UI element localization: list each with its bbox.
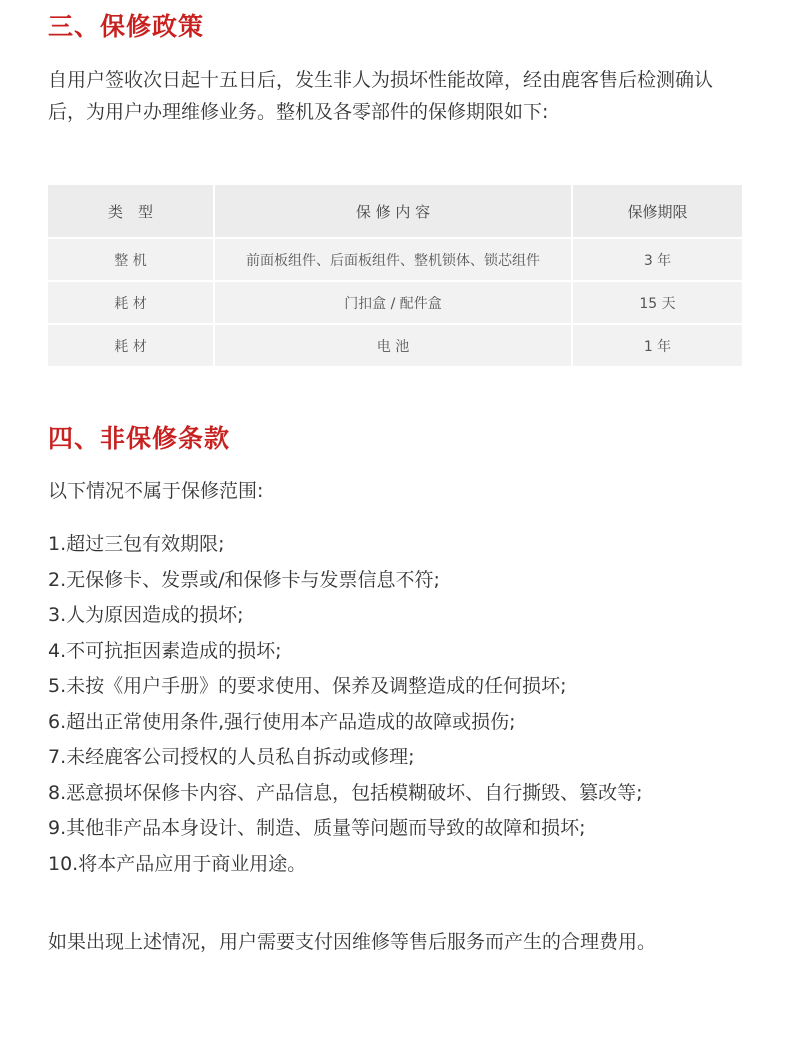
non-warranty-intro: 以下情况不属于保修范围: [48,480,264,502]
cell-content: 电 池 [213,325,571,368]
list-item: 2.无保修卡、发票或/和保修卡与发票信息不符; [48,568,440,591]
list-item: 10.将本产品应用于商业用途。 [48,852,307,875]
table-row [48,239,742,282]
section-title-warranty-policy: 三、保修政策 [48,12,205,41]
cell-type: 耗 材 [48,325,213,368]
cell-type: 整 机 [48,239,213,282]
cell-type: 耗 材 [48,282,213,325]
closing-paragraph: 如果出现上述情况，用户需要支付因维修等售后服务而产生的合理费用。 [48,931,657,953]
warranty-period-table [48,185,742,368]
list-item: 9.其他非产品本身设计、制造、质量等问题而导致的故障和损坏; [48,817,586,839]
warranty-policy-paragraph: 自用户签收次日起十五日后，发生非人为损坏性能故障，经由鹿客售后检测确认后，为用户办理维修业务。整机及各零部件的保修期限如下: [48,69,714,123]
cell-content: 门扣盒 / 配件盒 [213,282,571,325]
header-period: 保修期限 [571,185,742,239]
cell-period: 15 天 [571,282,742,325]
exclusion-list [48,527,748,882]
table-row [48,282,742,325]
header-type: 类 型 [48,185,213,239]
table-header-row [48,185,742,239]
list-item: 6.超出正常使用条件,强行使用本产品造成的故障或损伤; [48,710,516,733]
section-title-non-warranty-terms: 四、非保修条款 [48,424,231,453]
list-item: 1.超过三包有效期限; [48,533,225,555]
list-item: 7.未经鹿客公司授权的人员私自拆动或修理; [48,746,415,768]
list-item: 3.人为原因造成的损坏; [48,604,244,626]
header-content: 保 修 内 容 [213,185,571,239]
cell-period: 1 年 [571,325,742,368]
list-item: 8.恶意损坏保修卡内容、产品信息，包括模糊破坏、自行撕毁、篡改等; [48,781,643,804]
list-item: 5.未按《用户手册》的要求使用、保养及调整造成的任何损坏; [48,675,567,697]
cell-period: 3 年 [571,239,742,282]
cell-content: 前面板组件、后面板组件、整机锁体、锁芯组件 [213,239,571,282]
list-item: 4.不可抗拒因素造成的损坏; [48,639,282,662]
table-row [48,325,742,368]
